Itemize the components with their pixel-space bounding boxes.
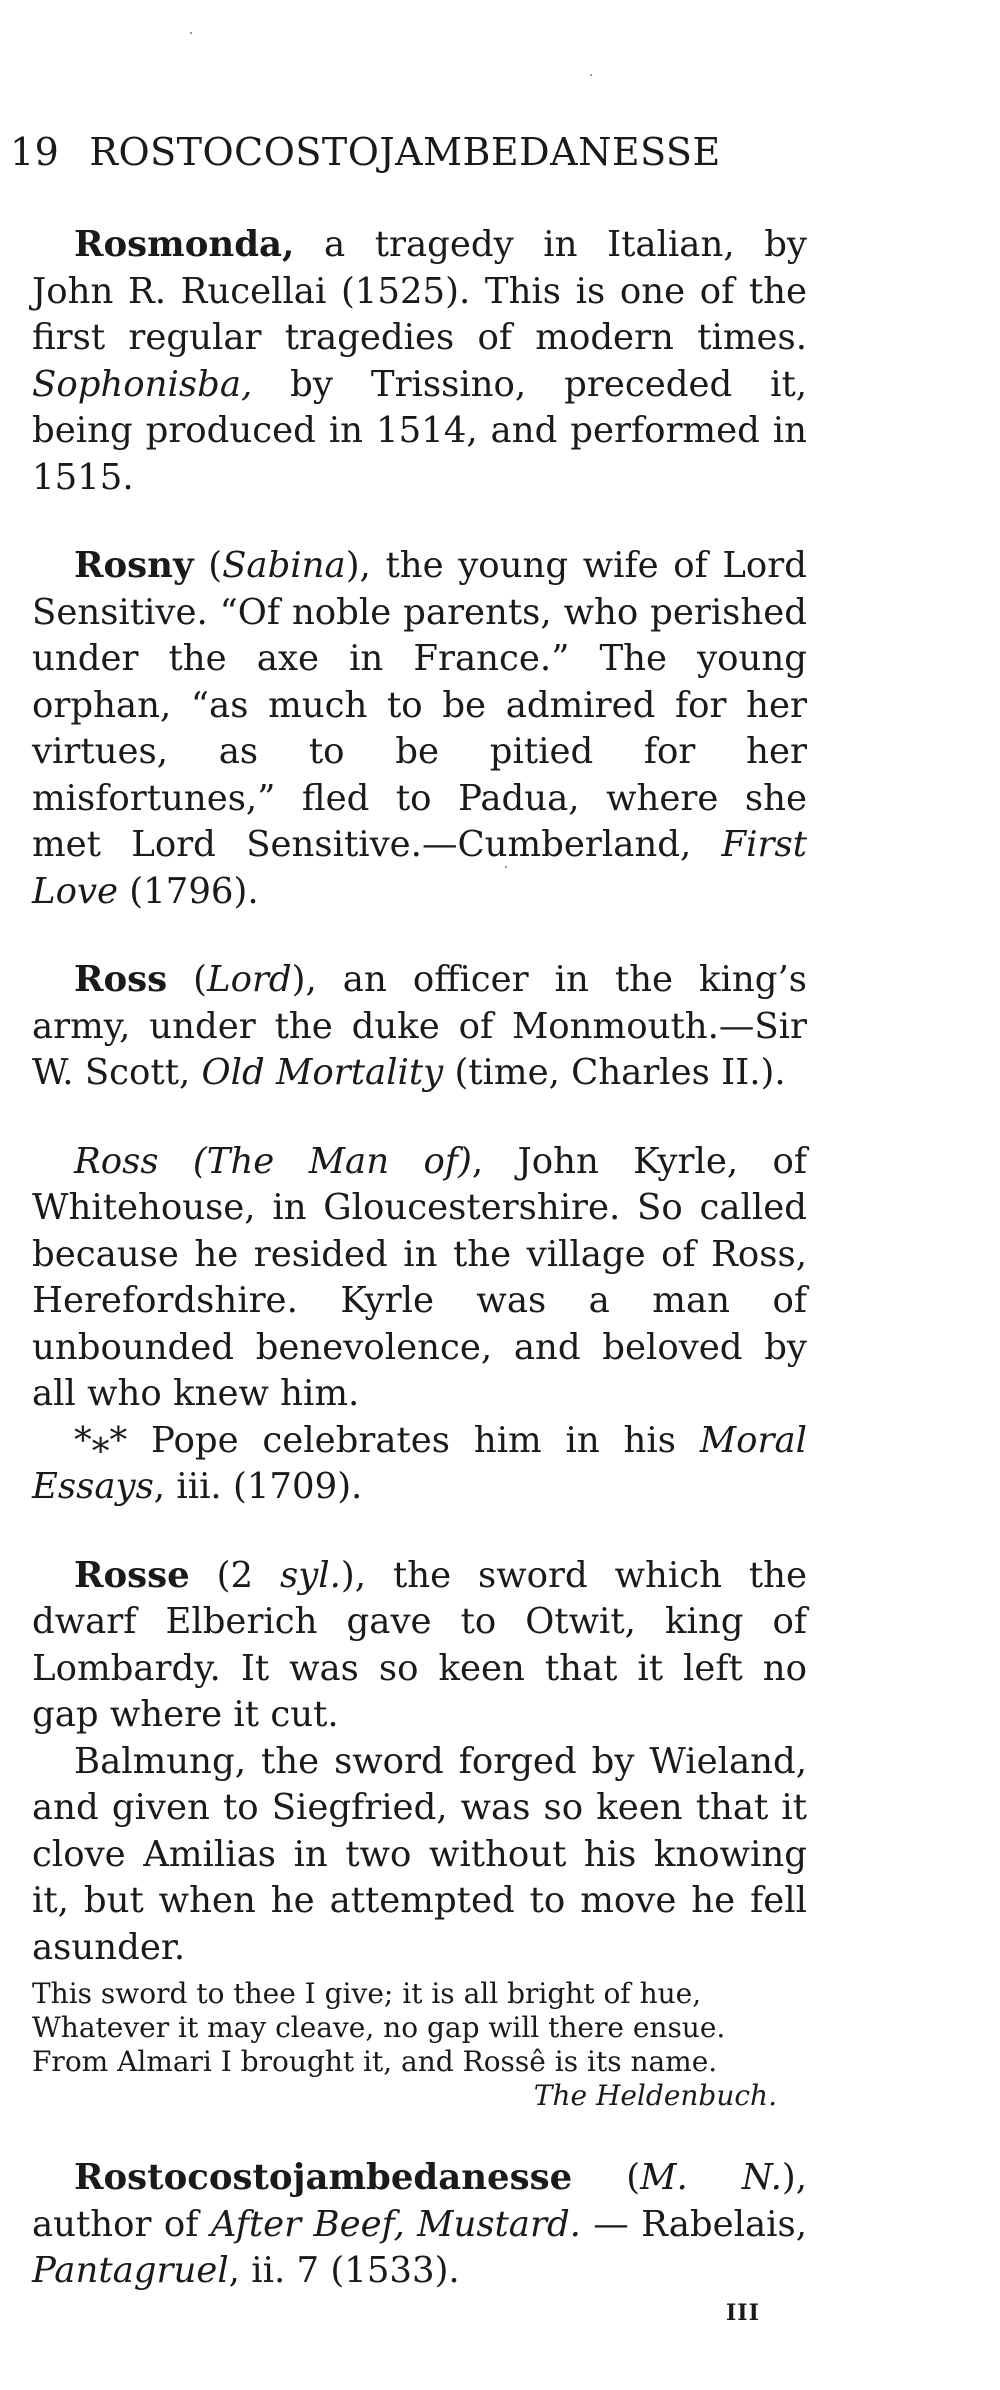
dictionary-entry bbox=[32, 2155, 807, 2295]
entry-text: ), an officer in the king’s army, under the duke of Monmouth.—Sir W. Scott, bbox=[32, 959, 807, 1093]
italic-text: After Beef, Mustard. bbox=[210, 2203, 581, 2245]
entry-text: ), the young wife of Lord Sensitive. “Of noble parents, who perished under the axe in France.” The young orphan, “as much to be admired for her virtues, as to be pitied for her misfortunes,” fled to Padua, where she met Lord Sensitive.—Cumberland, bbox=[32, 545, 807, 865]
entry-definition bbox=[32, 2155, 807, 2295]
entry-text: ), author of bbox=[32, 2157, 808, 2245]
italic-text: Pantagruel bbox=[32, 2250, 229, 2291]
entry-continuation bbox=[32, 1739, 807, 1972]
italic-text: Sophonisba, bbox=[32, 363, 253, 405]
page-number: 19 bbox=[10, 130, 60, 174]
dictionary-entry bbox=[32, 543, 807, 915]
italic-text: First Love bbox=[32, 824, 807, 912]
dictionary-entry bbox=[32, 222, 807, 501]
italic-text: Lord bbox=[207, 959, 292, 1000]
dictionary-entry bbox=[32, 957, 807, 1097]
entry-text: by Trissino, preceded it, being produced in 1514, and performed in 1515. bbox=[32, 363, 807, 498]
entry-text: , ii. 7 (1533). bbox=[228, 2250, 460, 2291]
entry-text: — Rabelais, bbox=[580, 2203, 807, 2245]
dictionary-entry bbox=[32, 1139, 807, 1511]
entry-text: ), the sword which the dwarf Elberich gave to Otwit, king of Lombardy. It was so keen that it left no gap where it cut. bbox=[32, 1554, 807, 1735]
entry-headword: Rosmonda, bbox=[74, 224, 295, 265]
entry-text: (1796). bbox=[118, 870, 259, 912]
italic-text: Moral Essays bbox=[32, 1419, 807, 1507]
signature-mark: III bbox=[726, 2300, 760, 2326]
entry-text: , iii. (1709). bbox=[153, 1466, 363, 1507]
entry-headword: Ross bbox=[74, 959, 168, 1000]
entry-text: a tragedy in Italian, by John R. Rucellai (1525). This is one of the first regular tragedies of modern times. bbox=[32, 224, 807, 358]
entry-text: Balmung, the sword forged by Wieland, and given to Siegfried, was so keen that it clove Amilias in two without his knowing it, but when he attempted to move he fell asunder. bbox=[32, 1740, 807, 1968]
verse-line: Whatever it may cleave, no gap will there ensue. bbox=[32, 2011, 726, 2044]
italic-text: Old Mortality bbox=[201, 1052, 444, 1093]
entries-column bbox=[32, 222, 807, 2337]
entry-definition bbox=[32, 222, 807, 501]
entry-headword: Rosse bbox=[74, 1554, 190, 1596]
dictionary-entry bbox=[32, 1553, 807, 2114]
verse-line: From Almari I brought it, and Rossê is its name. bbox=[32, 2045, 718, 2078]
verse-line: This sword to thee I give; it is all bright of hue, bbox=[32, 1977, 702, 2010]
italic-text: Ross (The Man of) bbox=[74, 1140, 472, 1182]
entry-definition bbox=[32, 543, 807, 915]
entry-definition bbox=[32, 957, 807, 1097]
entry-headword: Rostocostojambedanesse bbox=[74, 2157, 573, 2198]
italic-text: syl. bbox=[280, 1554, 341, 1596]
entry-text: (2 bbox=[189, 1554, 280, 1596]
entry-definition bbox=[32, 1139, 807, 1418]
paper-speck bbox=[190, 32, 192, 34]
entry-text: ( bbox=[193, 545, 223, 586]
entry-headword: Rosny bbox=[74, 545, 194, 586]
entry-continuation bbox=[32, 1418, 807, 1511]
entry-definition bbox=[32, 1553, 807, 1739]
entry-text: , John Kyrle, of Whitehouse, in Gloucestershire. So called because he resided in the village of Ross, Herefordshire. Kyrle was a man of unbounded benevolence, and beloved by all who knew him. bbox=[32, 1140, 807, 1414]
entry-text: ( bbox=[167, 959, 208, 1000]
verse-quotation bbox=[32, 1977, 807, 2113]
italic-text: M. N. bbox=[640, 2157, 782, 2198]
entry-text: (time, Charles II.). bbox=[443, 1052, 786, 1093]
paper-speck bbox=[590, 74, 592, 76]
running-header bbox=[10, 130, 721, 174]
quotation-source: The Heldenbuch. bbox=[533, 2079, 777, 2112]
italic-text: Sabina bbox=[222, 545, 346, 586]
running-title: ROSTOCOSTOJAMBEDANESSE bbox=[89, 130, 721, 174]
entry-text: ( bbox=[572, 2157, 641, 2198]
entry-text: *⁎* Pope celebrates him in his bbox=[74, 1419, 700, 1461]
